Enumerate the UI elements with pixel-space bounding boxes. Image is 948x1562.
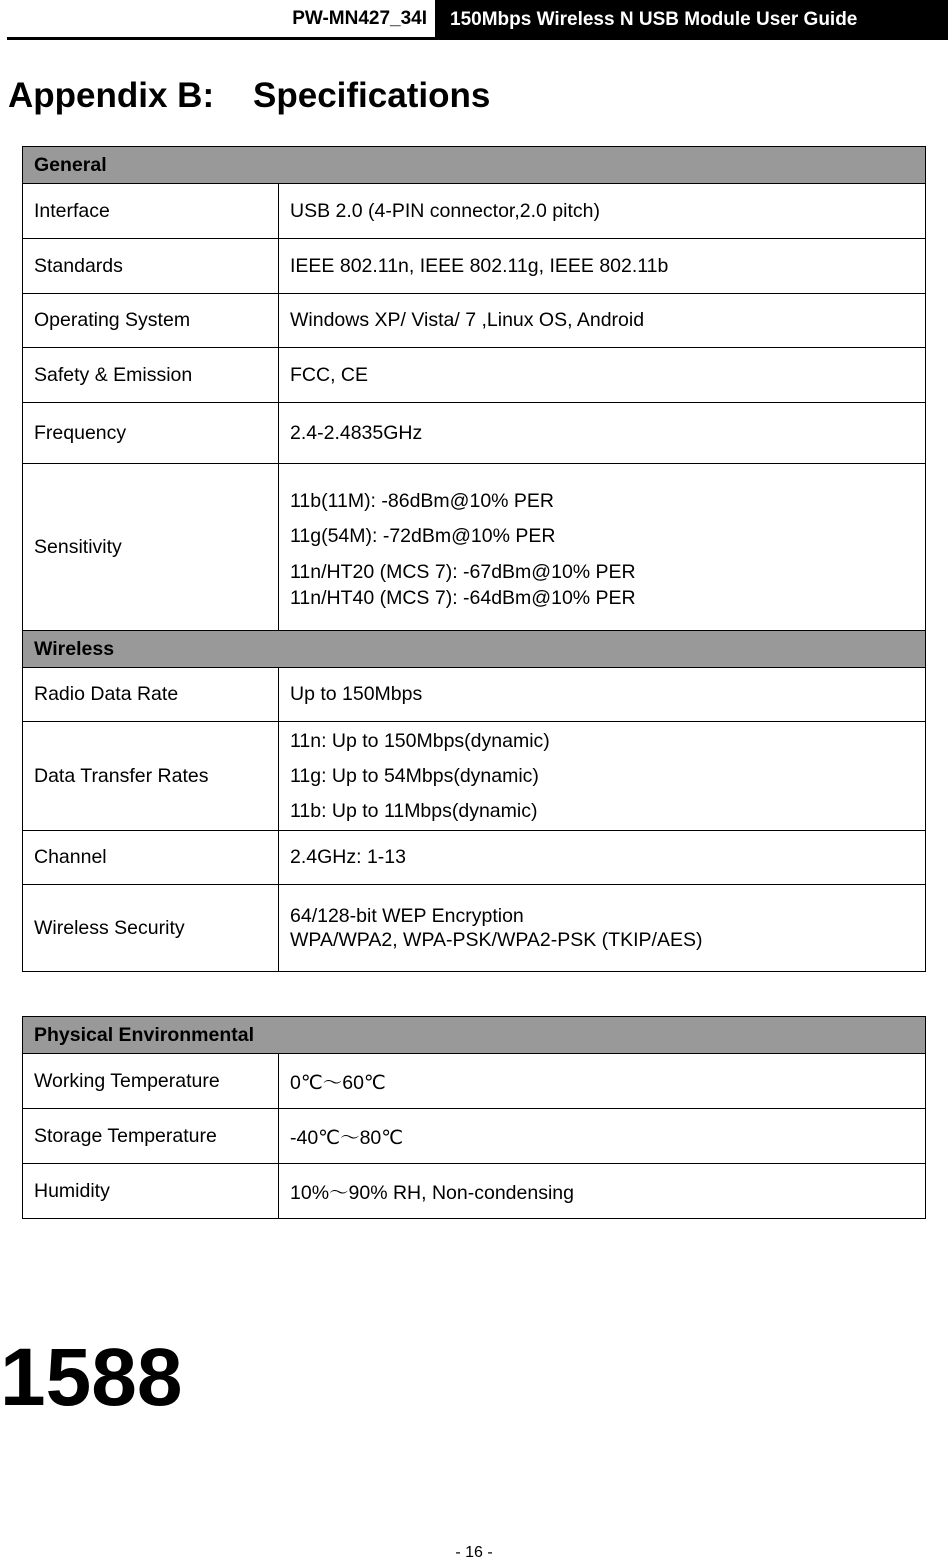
row-label: Radio Data Rate — [23, 668, 279, 722]
row-value — [279, 885, 926, 972]
header-rule — [7, 37, 435, 40]
row-label: Data Transfer Rates — [23, 722, 279, 831]
row-label: Humidity — [23, 1164, 279, 1219]
table-row — [23, 1164, 926, 1219]
table-row — [23, 184, 926, 239]
row-label: Sensitivity — [23, 464, 279, 631]
row-value: 2.4-2.4835GHz — [279, 403, 926, 464]
value-line: 11n/HT20 (MCS 7): -67dBm@10% PER — [290, 560, 636, 583]
table-row — [23, 464, 926, 631]
row-label: Frequency — [23, 403, 279, 464]
table-row — [23, 831, 926, 885]
row-label: Channel — [23, 831, 279, 885]
row-value: 2.4GHz: 1-13 — [279, 831, 926, 885]
table-row — [23, 1054, 926, 1109]
page-number: - 16 - — [455, 1544, 493, 1561]
row-value: FCC, CE — [279, 348, 926, 403]
page-title: Appendix B: Specifications — [8, 76, 491, 115]
row-label: Safety & Emission — [23, 348, 279, 403]
table-row — [23, 722, 926, 831]
value-line: 64/128-bit WEP Encryption — [290, 905, 524, 927]
row-label: Standards — [23, 239, 279, 294]
value-line: WPA/WPA2, WPA-PSK/WPA2-PSK (TKIP/AES) — [290, 929, 703, 951]
value-line: 11g: Up to 54Mbps(dynamic) — [290, 764, 539, 787]
table-row — [23, 348, 926, 403]
row-value: -40℃～80℃ — [279, 1109, 926, 1164]
row-label: Working Temperature — [23, 1054, 279, 1109]
section-header-wireless: Wireless — [23, 631, 926, 668]
row-value — [279, 722, 926, 831]
spec-table-general-wireless — [22, 146, 926, 972]
section-header-row — [23, 631, 926, 668]
section-header-row — [23, 1017, 926, 1054]
row-label: Wireless Security — [23, 885, 279, 972]
value-line: 11g(54M): -72dBm@10% PER — [290, 524, 556, 547]
row-value: 0℃～60℃ — [279, 1054, 926, 1109]
page-mark: 1588 — [0, 1332, 183, 1423]
row-value: 10%～90% RH, Non-condensing — [279, 1164, 926, 1219]
row-value — [279, 464, 926, 631]
row-label: Operating System — [23, 294, 279, 348]
table-row — [23, 239, 926, 294]
spec-table-physical — [22, 1016, 926, 1219]
row-label: Interface — [23, 184, 279, 239]
table-row — [23, 294, 926, 348]
section-header-row — [23, 147, 926, 184]
table-row — [23, 885, 926, 972]
value-line: 11b: Up to 11Mbps(dynamic) — [290, 799, 538, 822]
row-value: IEEE 802.11n, IEEE 802.11g, IEEE 802.11b — [279, 239, 926, 294]
page-header — [7, 0, 948, 40]
row-value: USB 2.0 (4-PIN connector,2.0 pitch) — [279, 184, 926, 239]
value-line: 11b(11M): -86dBm@10% PER — [290, 489, 555, 512]
section-header-physical: Physical Environmental — [23, 1017, 926, 1054]
value-line: 11n/HT40 (MCS 7): -64dBm@10% PER — [290, 586, 636, 609]
table-row — [23, 668, 926, 722]
header-model: PW-MN427_34I — [292, 8, 427, 29]
value-line: 11n: Up to 150Mbps(dynamic) — [290, 729, 550, 752]
section-header-general: General — [23, 147, 926, 184]
header-guide-title: 150Mbps Wireless N USB Module User Guide — [435, 0, 948, 40]
row-label: Storage Temperature — [23, 1109, 279, 1164]
row-value: Up to 150Mbps — [279, 668, 926, 722]
table-row — [23, 403, 926, 464]
table-row — [23, 1109, 926, 1164]
row-value: Windows XP/ Vista/ 7 ,Linux OS, Android — [279, 294, 926, 348]
